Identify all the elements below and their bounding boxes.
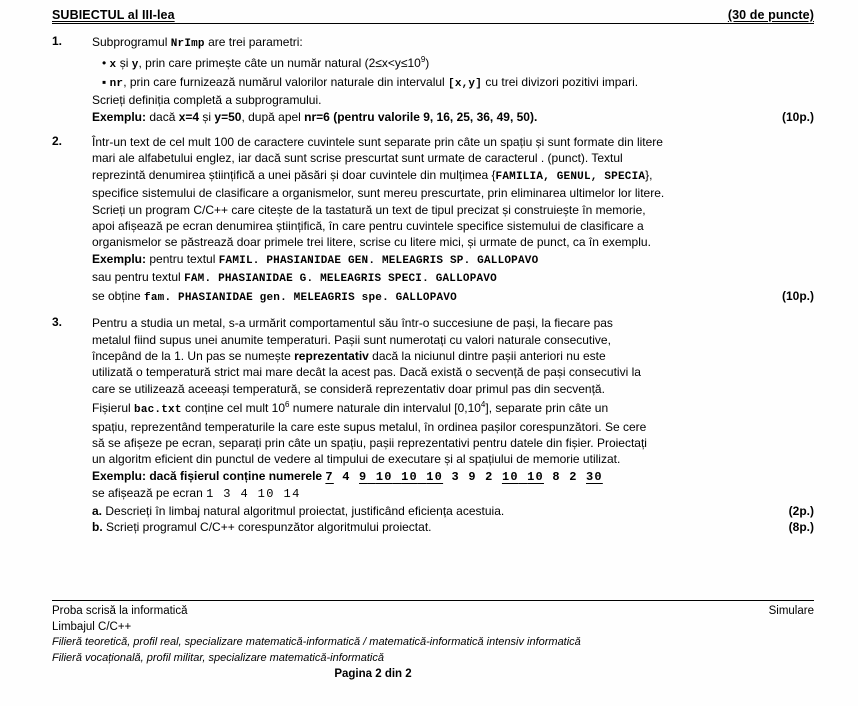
p3-l3-a: începând de la 1. Un pas se numește xyxy=(92,348,295,363)
p1-example-label: Exemplu: xyxy=(92,109,147,124)
p3-example-sequence xyxy=(325,470,602,484)
footer-divider xyxy=(52,600,814,601)
problem-3-subitem-a-points: (2p.) xyxy=(788,503,814,518)
p1-l5-c: și xyxy=(199,109,215,124)
p1-l3-b: , prin care furnizează numărul valorilor naturale din intervalul xyxy=(123,74,449,89)
problem-2-example-2 xyxy=(92,269,814,287)
problem-2-line-4: specifice sistemului de clasificare a organismelor, sunt mereu prescurtate, prin eliminarea ultimelor lor litere. xyxy=(92,186,665,201)
problem-3-body xyxy=(92,315,814,535)
problem-3 xyxy=(52,315,814,535)
p1-param-x: x xyxy=(109,59,117,72)
problem-1-example xyxy=(92,109,814,125)
p3-seq-number: 9 xyxy=(359,469,368,484)
problem-3-line-4: utilizată o temperatură strict mai mare decât la acest pas. Dacă există o secvență de pași consecutivi la xyxy=(92,365,641,380)
p1-param-y: y xyxy=(131,59,139,72)
p2-classification-set: FAMILIA, GENUL, SPECIA xyxy=(495,170,646,183)
problem-3-subitem-b-points: (8p.) xyxy=(788,519,814,534)
problem-1-param-xy xyxy=(92,52,814,73)
p1-x-value: x=4 xyxy=(178,109,200,124)
p1-y-value: y=50 xyxy=(214,109,242,124)
p2-l8-a: pentru textul xyxy=(146,251,219,266)
page-footer xyxy=(52,600,814,680)
p3-seq-separator xyxy=(494,470,502,484)
p3-seq-number: 10 xyxy=(426,469,444,484)
p3-seq-number: 7 xyxy=(325,469,334,484)
problem-2-body xyxy=(92,134,814,306)
p1-l3-c: cu trei divizori pozitivi impari. xyxy=(482,74,639,89)
p2-output-text xyxy=(92,288,782,306)
p1-exponent: 9 xyxy=(420,55,426,65)
p3-sub-a-text xyxy=(92,503,789,519)
p3-seq-number: 2 xyxy=(485,469,494,484)
p3-seq-number: 3 xyxy=(451,469,460,484)
p3-l6-b: conține cel mult 10 xyxy=(181,401,286,416)
p3-sub-a-label: a. xyxy=(92,503,103,518)
problem-1-param-nr xyxy=(92,74,814,92)
footer-session: Simulare xyxy=(768,605,814,617)
p1-l5-a: dacă xyxy=(146,109,179,124)
footer-track-theoretical: Filieră teoretică, profil real, specializare matematică-informatică / matematică-informatică intensiv informatică xyxy=(52,636,581,648)
problem-3-example-output-line xyxy=(92,485,814,502)
p3-sub-b-body: Scrieți programul C/C++ corespunzător algoritmului proiectat. xyxy=(102,519,432,534)
problem-2-example-output xyxy=(92,288,814,306)
problem-3-line-2: metalul fiind supus unei anumite temperaturi. Pașii sunt numerotați cu valori naturale consecutive, xyxy=(92,332,611,347)
p3-example-output: 1 3 4 10 14 xyxy=(206,487,301,502)
p3-seq-separator xyxy=(443,470,451,484)
problem-1-line-1 xyxy=(92,34,814,52)
p1-l1-b: are trei parametri: xyxy=(204,35,303,49)
p3-l3-b: dacă la niciunul dintre pașii anteriori nu este xyxy=(368,348,606,363)
p3-seq-separator xyxy=(393,470,401,484)
problem-3-subitem-a xyxy=(92,503,814,519)
p3-l6-a: Fișierul xyxy=(92,401,135,416)
p2-example-input-2: FAM. PHASIANIDAE G. MELEAGRIS SPECI. GALLOPAVO xyxy=(184,273,497,286)
bullet-dot-icon: • xyxy=(102,56,110,71)
problem-3-file-spec xyxy=(92,397,814,418)
footer-language: Limbajul C/C++ xyxy=(52,620,132,633)
p1-l2-d: , prin care primește câte un număr natural (2≤x<y≤10 xyxy=(138,56,421,71)
p3-sub-a-body: Descrieți în limbaj natural algoritmul proiectat, justificând eficiența acestuia. xyxy=(102,503,505,518)
p3-file-name: bac.txt xyxy=(134,404,182,417)
p3-seq-number: 10 xyxy=(375,469,393,484)
problem-2-line-3 xyxy=(92,167,814,185)
p3-example-label: Exemplu: xyxy=(92,468,147,483)
problem-3-line-8: să se afișeze pe ecran, separați prin câte un spațiu, pașii reprezentativi pentru datele din fișier. Proiectați xyxy=(92,435,647,450)
p3-seq-number: 9 xyxy=(468,469,477,484)
p3-seq-separator xyxy=(519,470,527,484)
problem-2-number: 2. xyxy=(52,134,63,149)
problem-3-example xyxy=(92,468,814,485)
p3-seq-number: 30 xyxy=(586,469,603,484)
footer-track-vocational: Filieră vocațională, profil militar, specializare matematică-informatică xyxy=(52,651,384,664)
p3-seq-separator xyxy=(561,470,569,484)
problem-1-task: Scrieți definiția completă a subprogramului. xyxy=(92,93,322,108)
problem-3-line-7: spațiu, reprezentând temperaturile la care este supus metalul, în ordinea pașilor corespunzători. Se cere xyxy=(92,419,647,434)
p3-seq-number: 4 xyxy=(342,469,351,484)
p3-seq-number: 2 xyxy=(569,469,578,484)
p3-l6-c: numere naturale din intervalul [0,10 xyxy=(289,401,481,416)
problem-2-line-5: Scrieți un program C/C++ care citește de la tastatură un text de tipul precizat și construiește în memorie, xyxy=(92,202,646,217)
p2-example-input-1: FAMIL. PHASIANIDAE GEN. MELEAGRIS SP. GALLOPAVO xyxy=(218,254,539,267)
problem-1-body xyxy=(92,34,814,125)
p3-seq-separator xyxy=(334,470,342,484)
p1-param-nr: nr xyxy=(109,77,124,90)
problem-2-example-1 xyxy=(92,251,814,269)
p1-l5-e: , după apel xyxy=(241,109,305,124)
p1-example-text xyxy=(92,109,782,125)
p3-exponent-range: 4 xyxy=(480,400,486,410)
p1-l2-b: și xyxy=(116,56,132,71)
p1-l2-e: ) xyxy=(425,56,430,71)
p2-l10-a: se obține xyxy=(92,288,145,303)
problem-3-line-1: Pentru a studia un metal, s-a urmărit comportamentul său într-o succesiune de pași, la fiecare pas xyxy=(92,316,613,331)
p3-seq-separator xyxy=(367,470,375,484)
problem-3-line-5: care se utilizează aceeași temperatură, se consideră reprezentativ doar primul pas din secvență. xyxy=(92,381,605,396)
problem-2-line-1: Într-un text de cel mult 100 de caractere cuvintele sunt separate prin câte un spațiu și sunt formate din litere xyxy=(92,135,663,150)
p2-example-label: Exemplu: xyxy=(92,251,147,266)
p3-l6-d: ], separate prin câte un xyxy=(485,401,609,416)
problem-3-line-9: un algoritm eficient din punctul de vedere al timpului de executare și al spațiului de memorie utilizat. xyxy=(92,452,621,467)
p2-l3-a: reprezintă denumirea științifică a unei păsări și doar cuvintele din mulțimea { xyxy=(92,167,496,182)
p1-interval: [x,y] xyxy=(448,77,483,90)
problem-2-points: (10p.) xyxy=(781,288,814,303)
p2-example-output: fam. PHASIANIDAE gen. MELEAGRIS spe. GALLOPAVO xyxy=(144,291,457,304)
problem-1-number: 1. xyxy=(52,34,63,48)
p3-seq-separator xyxy=(351,470,359,484)
p3-l10-a: dacă fișierul conține numerele xyxy=(146,468,326,483)
p1-subprogram-name: NrImp xyxy=(170,38,205,50)
p3-seq-number: 10 xyxy=(501,469,519,484)
exam-header xyxy=(52,8,814,24)
p3-l11-a: se afișează pe ecran xyxy=(92,486,207,501)
p3-seq-number: 8 xyxy=(552,469,561,484)
footer-exam-name: Proba scrisă la informatică xyxy=(52,605,188,617)
p3-seq-number: 10 xyxy=(401,469,418,484)
page-content xyxy=(52,8,814,544)
p1-nr-value: nr=6 xyxy=(304,109,330,124)
p2-l3-b: }, xyxy=(645,167,653,182)
problem-2-line-7: organismelor se păstrează doar primele trei litere, scrise cu litere mici, și urmate de punct, ca în exemplu. xyxy=(92,235,651,250)
p3-seq-separator xyxy=(477,470,485,484)
p3-seq-separator xyxy=(578,470,586,484)
p2-l9-a: sau pentru textul xyxy=(92,270,185,285)
problem-3-line-3 xyxy=(92,348,814,364)
problem-3-subitem-b xyxy=(92,519,814,535)
problem-1 xyxy=(52,34,814,125)
p3-exponent-count: 6 xyxy=(285,400,290,410)
problem-2 xyxy=(52,134,814,306)
p3-seq-number: 10 xyxy=(527,469,544,484)
p3-sub-b-label: b. xyxy=(92,519,103,534)
subject-title: SUBIECTUL al III-lea xyxy=(52,8,175,22)
subject-points: (30 de puncte) xyxy=(727,8,814,22)
bullet-square-icon: ▪ xyxy=(102,74,110,89)
footer-row-1 xyxy=(52,604,814,620)
problem-3-number: 3. xyxy=(52,315,63,330)
problem-2-line-2: mari ale alfabetului englez, iar dacă sunt scrise prescurtat sunt urmate de caracterul . (punct). Textul xyxy=(92,151,623,166)
footer-page-number: Pagina 2 din 2 xyxy=(334,668,412,680)
p1-l5-g: (pentru valorile 9, 16, 25, 36, 49, 50). xyxy=(329,109,538,124)
problem-2-line-6: apoi afișează pe ecran denumirea științifică, în care pentru cuvintele specifice sistemului de clasificare a xyxy=(92,219,644,234)
p3-term-reprezentativ: reprezentativ xyxy=(294,348,369,363)
p3-sub-b-text xyxy=(92,519,789,535)
problem-1-points: (10p.) xyxy=(781,109,814,124)
p1-l1-a: Subprogramul xyxy=(92,35,171,49)
